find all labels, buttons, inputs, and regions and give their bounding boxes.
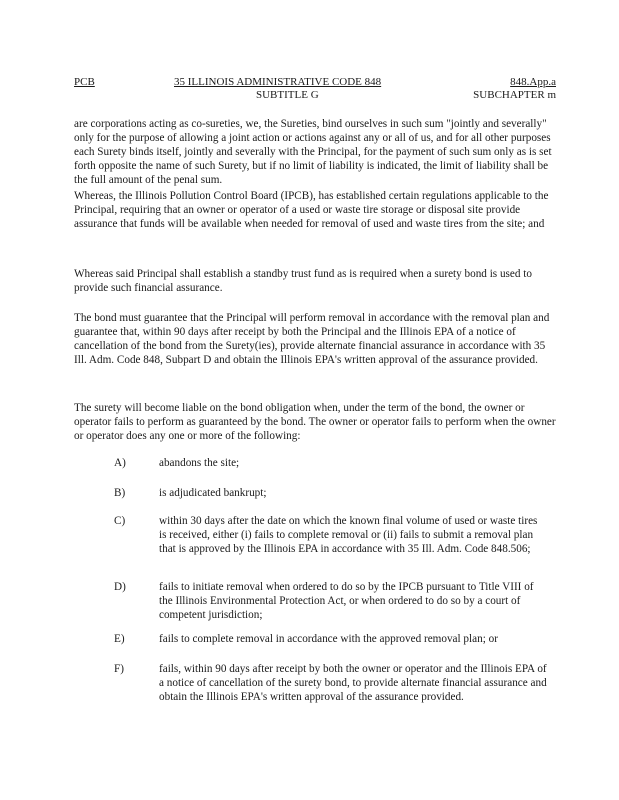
- list-item-label: A): [114, 457, 126, 469]
- list-item-label: C): [114, 515, 126, 527]
- list-item-text: fails, within 90 days after receipt by both the owner or operator and the Illinois EPA of a notice of cancellation of the surety bond, to provide alternate financial assurance and obtain the Illinois EPA's written approval of the assurance provided.: [159, 663, 547, 703]
- paragraph-co-sureties: [74, 117, 556, 187]
- paragraph-text: The bond must guarantee that the Principal will perform removal in accordance with the removal plan and guarantee that, within 90 days after receipt by both the Principal and the Illinois EPA of a notice of cancellation of the bond from the Surety(ies), provide alternate financial assurance in accordance with 35 Ill. Adm. Code 848, Subpart D and obtain the Illinois EPA's written approval of the assurance provided.: [74, 312, 550, 366]
- list-item-text: fails to complete removal in accordance with the approved removal plan; or: [159, 633, 498, 645]
- list-item-text: is adjudicated bankrupt;: [159, 487, 267, 499]
- list-item-label: B): [114, 487, 126, 499]
- paragraph-text: are corporations acting as co-sureties, we, the Sureties, bind ourselves in such sum "jointly and severally" only for the purpose of allowing a joint action or actions against any or all of us, and for all other purposes each Surety binds itself, jointly and severally with the Principal, for the payment of such sum only as is set forth opposite the name of such Surety, but if no limit of liability is indicated, the limit of liability shall be the full amount of the penal sum.: [74, 118, 552, 186]
- header-subtitle: SUBTITLE G: [256, 89, 319, 101]
- list-item-label: E): [114, 633, 125, 645]
- paragraph-whereas-trust-fund: [74, 267, 556, 295]
- paragraph-whereas-ipcb: [74, 189, 556, 231]
- paragraph-surety-liability: [74, 401, 556, 443]
- list-item-text: fails to initiate removal when ordered to do so by the IPCB pursuant to Title VIII of the Illinois Environmental Protection Act, or when ordered to do so by a court of competent jurisdiction;: [159, 581, 534, 621]
- paragraph-bond-guarantee: [74, 311, 556, 367]
- header-subchapter: SUBCHAPTER m: [473, 89, 556, 101]
- paragraph-text: Whereas said Principal shall establish a standby trust fund as is required when a surety bond is used to provide such financial assurance.: [74, 268, 532, 294]
- list-item-text: abandons the site;: [159, 457, 240, 469]
- header-section-number: 848.App.a: [510, 76, 556, 88]
- paragraph-text: The surety will become liable on the bond obligation when, under the term of the bond, the owner or operator fails to perform as guaranteed by the bond. The owner or operator fails to perform when the owner or operator does any one or more of the following:: [74, 402, 556, 442]
- header-agency: PCB: [74, 76, 95, 88]
- list-item-text: within 30 days after the date on which the known final volume of used or waste tires is received, either (i) fails to complete removal or (ii) fails to submit a removal plan that is approved by the Illinois EPA in accordance with 35 Ill. Adm. Code 848.506;: [159, 515, 538, 555]
- list-item-label: F): [114, 663, 124, 675]
- list-item-label: D): [114, 581, 126, 593]
- paragraph-text: Whereas, the Illinois Pollution Control Board (IPCB), has established certain regulations applicable to the Principal, requiring that an owner or operator of a used or waste tire storage or disposal site provide assurance that funds will be available when needed for removal of used and waste tires from the site; and: [74, 190, 549, 230]
- header-code-title: 35 ILLINOIS ADMINISTRATIVE CODE 848: [174, 76, 382, 88]
